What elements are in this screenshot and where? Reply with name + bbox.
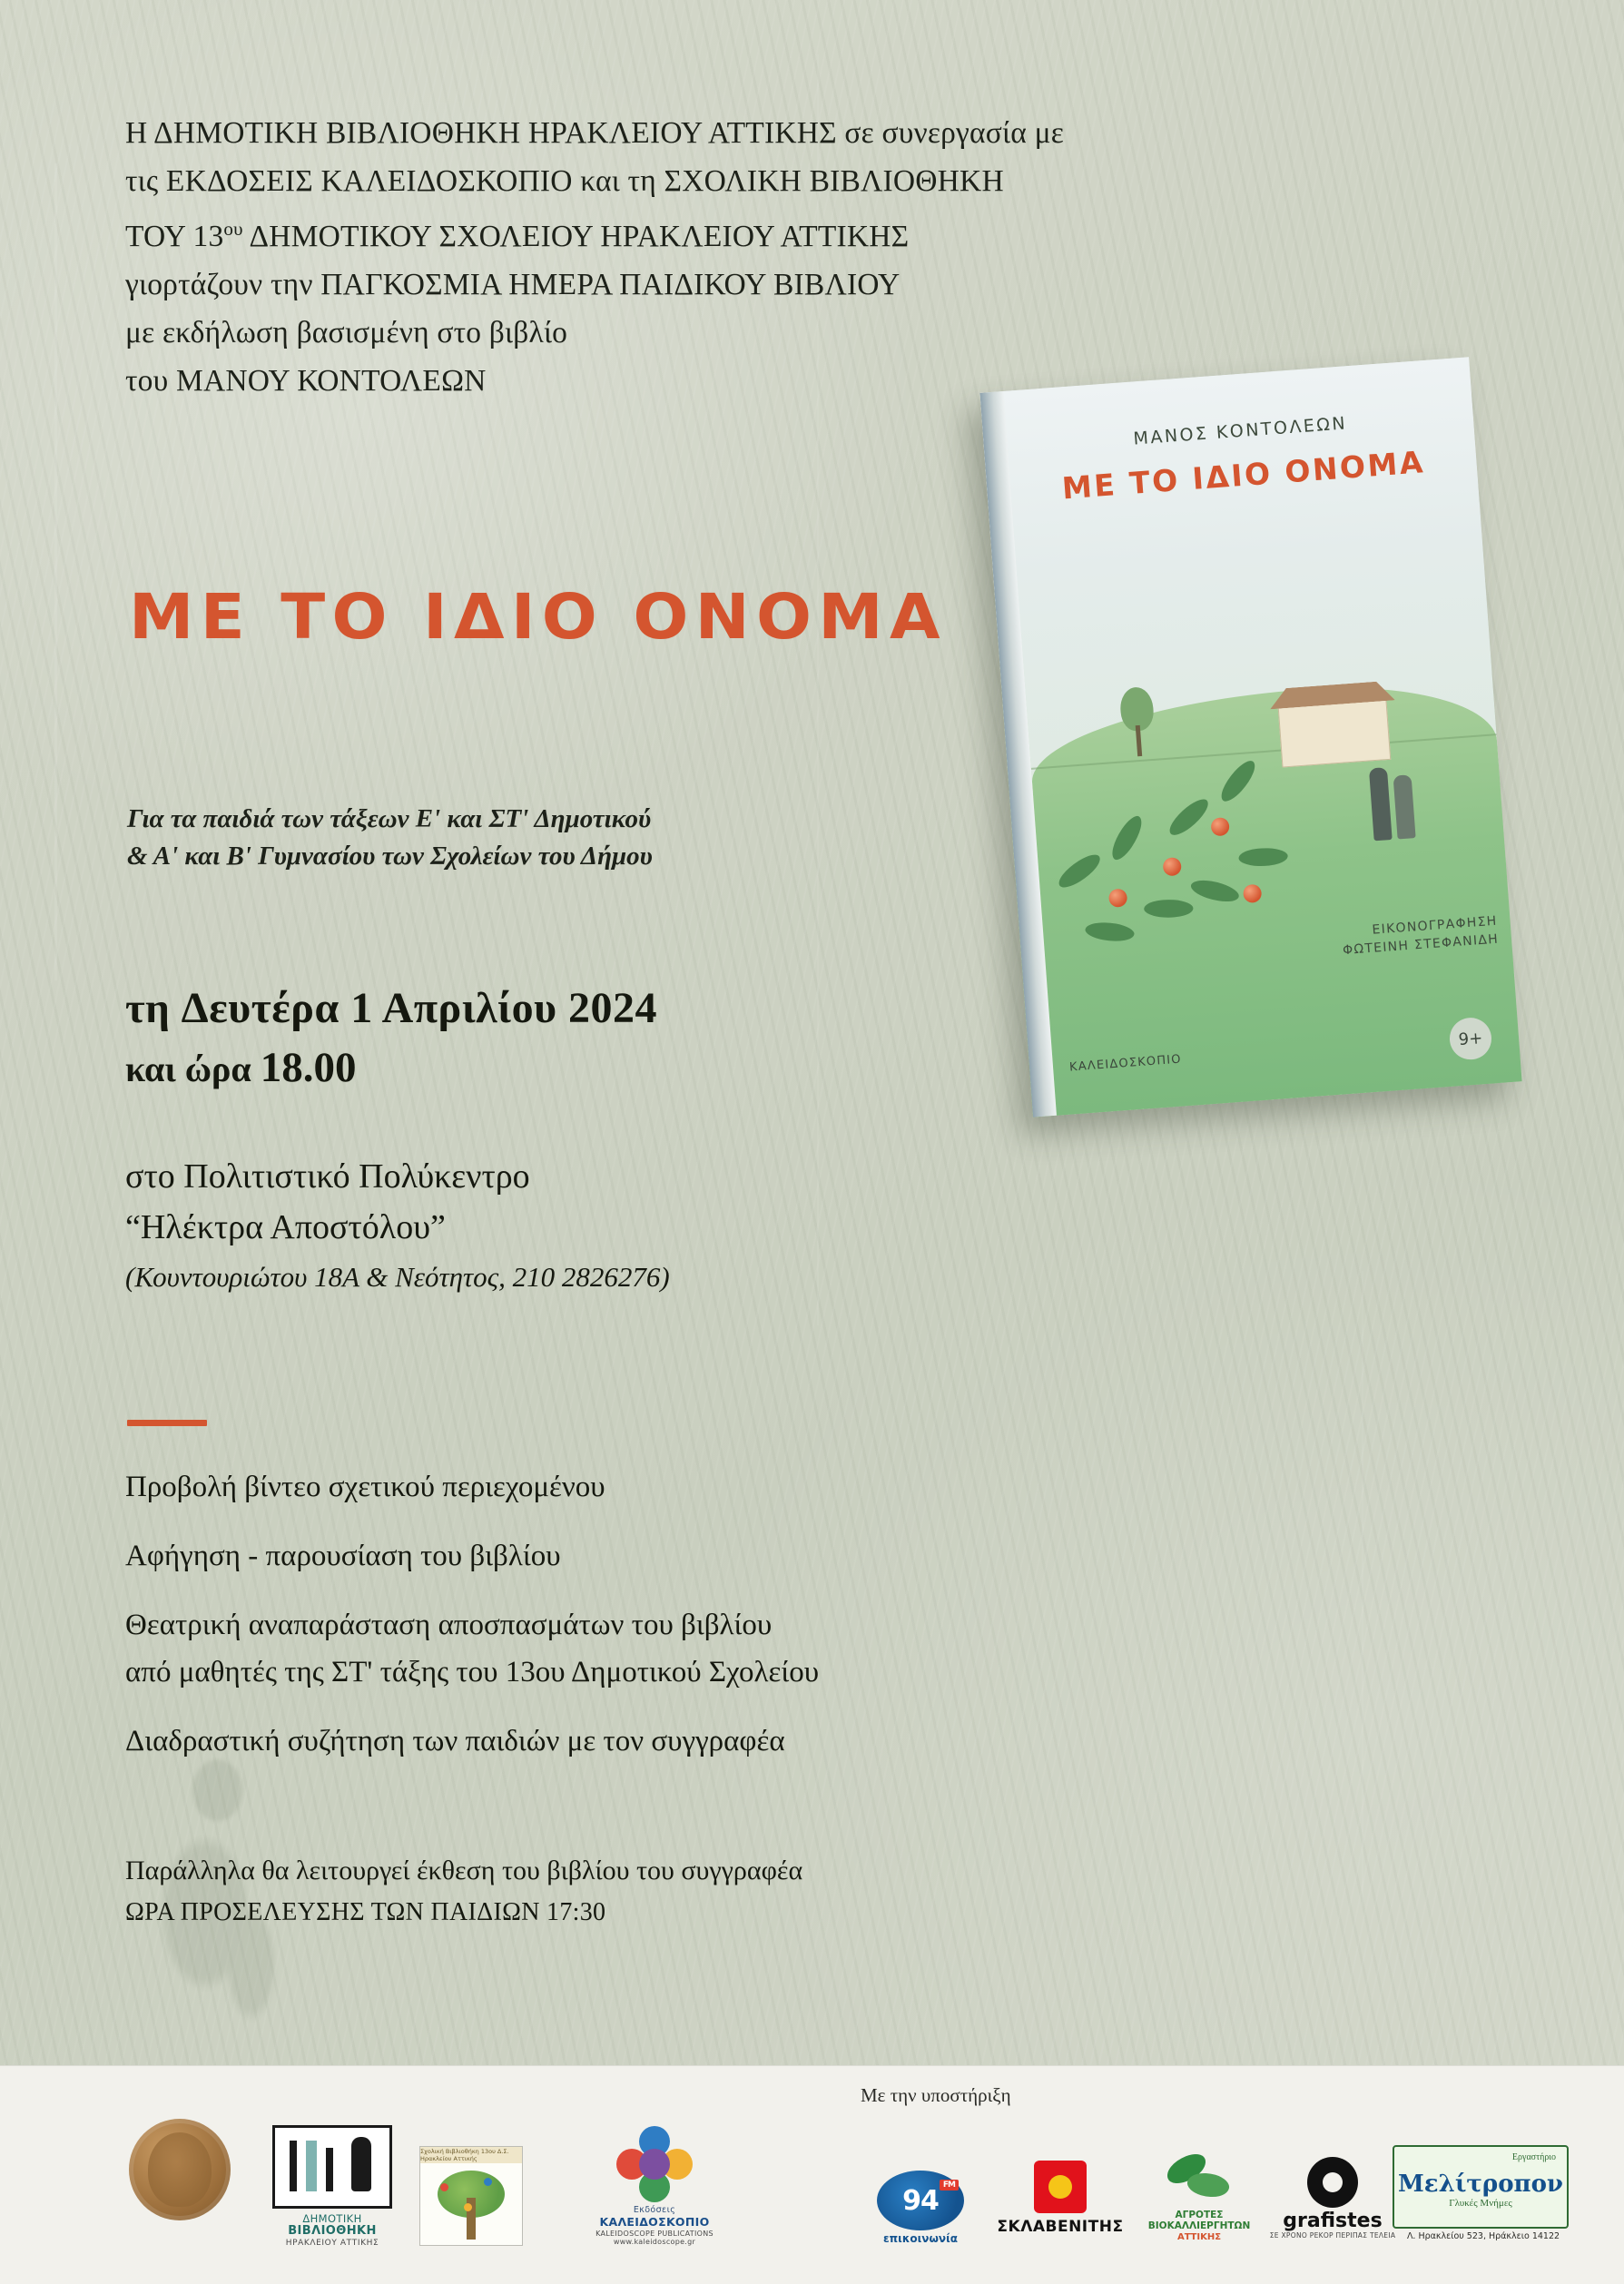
kaleidoscope-mark-icon <box>616 2126 693 2202</box>
program-item: Προβολή βίντεο σχετικού περιεχομένου <box>125 1471 605 1503</box>
organic-line-2: ΑΤΤΙΚΗΣ <box>1176 2231 1222 2242</box>
radio-fm-badge: FM <box>940 2180 959 2190</box>
cover-illustrator-name: ΦΩΤΕΙΝΗ ΣΤΕΦΑΝΙΔΗ <box>1342 931 1500 959</box>
radio-name: επικοινωνία <box>883 2232 958 2246</box>
logo-sklavenitis <box>991 2161 1129 2237</box>
cover-leaf <box>1238 847 1288 867</box>
coin-face-icon <box>148 2132 212 2207</box>
grafistes-sub: ΣΕ ΧΡΟΝΟ ΡΕΚΟΡ ΠΕΡΙΠΑΣ ΤΕΛΕΙΑ <box>1269 2231 1396 2240</box>
event-time: 18.00 <box>260 1044 357 1091</box>
cover-title: ΜΕ ΤΟ ΙΔΙΟ ΟΝΟΜΑ <box>1060 444 1427 507</box>
cover-tree-icon <box>1110 685 1165 762</box>
cover-leaf <box>1054 851 1105 892</box>
book-cover-inner <box>979 357 1521 1117</box>
venue-line-2: “Ηλέκτρα Αποστόλου” <box>125 1208 446 1246</box>
school-card-icon <box>419 2146 523 2246</box>
event-program <box>125 1463 819 1787</box>
logo-municipal-library <box>272 2125 392 2249</box>
program-item-line-1: Θεατρική αναπαράσταση αποσπασμάτων του βιβλίου <box>125 1609 773 1641</box>
cover-age-badge: 9+ <box>1448 1017 1492 1061</box>
organic-leaf-icon <box>1164 2150 1235 2206</box>
audience-line-1: Για τα παιδιά των τάξεων Ε' και ΣΤ' Δημοτικού <box>127 804 652 833</box>
cover-leaf <box>1106 812 1148 863</box>
cover-berry <box>1243 884 1262 903</box>
melitropon-name: Μελίτροπον <box>1398 2171 1563 2199</box>
school-caption: Σχολική Βιβλιοθήκη 13ου Δ.Σ. Ηρακλείου Αττικής <box>420 2147 522 2163</box>
logo-radio-94fm <box>864 2171 977 2246</box>
library-line-3: ΗΡΑΚΛΕΙΟΥ ΑΤΤΙΚΗΣ <box>285 2238 379 2248</box>
kaleidoscope-caption <box>577 2206 732 2246</box>
cover-author: ΜΑΝΟΣ ΚΟΝΤΟΛΕΩΝ <box>1132 413 1348 449</box>
logo-kaleidoscope <box>577 2126 732 2246</box>
cover-branch-illustration <box>1047 746 1354 1100</box>
intro-line-6: του ΜΑΝΟΥ ΚΟΝΤΟΛΕΩΝ <box>125 364 487 399</box>
program-item-line-2: από μαθητές της ΣΤ' τάξης του 13ου Δημοτικού Σχολείου <box>125 1656 820 1688</box>
kaleidoscope-website: www.kaleidoscope.gr <box>613 2237 696 2246</box>
melitropon-address: Λ. Ηρακλείου 523, Ηράκλειο 14122 <box>1406 2231 1560 2242</box>
logo-school-library <box>419 2146 528 2246</box>
melitropon-card-icon <box>1393 2145 1569 2229</box>
organic-line-1: ΑΓΡΟΤΕΣ ΒΙΟΚΑΛΛΙΕΡΓΗΤΩΝ <box>1147 2210 1251 2232</box>
library-caption <box>272 2213 392 2249</box>
logo-grafistes <box>1269 2157 1396 2240</box>
intro-line-2: τις ΕΚΔΟΣΕΙΣ ΚΑΛΕΙΔΟΣΚΟΠΙΟ και τη ΣΧΟΛΙΚΗ ΒΙΒΛΙΟΘΗΚΗ <box>125 164 1004 198</box>
logo-heracles-coin <box>129 2119 231 2220</box>
event-time-line: και ώρα 18.00 <box>125 1044 357 1091</box>
note-arrival-time: ΩΡΑ ΠΡΟΣΕΛΕΥΣΗΣ ΤΩΝ ΠΑΙΔΙΩΝ 17:30 <box>125 1898 606 1926</box>
logo-organic-farmers <box>1137 2150 1262 2242</box>
support-label: Με την υποστήριξη <box>861 2084 1011 2106</box>
page-title: ΜΕ ΤΟ ΙΔΙΟ ΟΝΟΜΑ <box>129 581 947 654</box>
radio-frequency: 94 <box>902 2184 939 2217</box>
note-exhibition: Παράλληλα θα λειτουργεί έκθεση του βιβλίου του συγγραφέα <box>125 1856 803 1885</box>
section-divider <box>127 1420 207 1426</box>
event-date: Δευτέρα 1 Απριλίου 2024 <box>181 984 657 1032</box>
cover-leaf <box>1189 875 1242 908</box>
cover-illustration-label: ΕΙΚΟΝΟΓΡΑΦΗΣΗ <box>1372 913 1499 938</box>
cover-figure-b <box>1393 774 1415 839</box>
intro-line-4: γιορτάζουν την ΠΑΓΚΟΣΜΙΑ ΗΜΕΡΑ ΠΑΙΔΙΚΟΥ ΒΙΒΛΙΟΥ <box>125 268 901 302</box>
venue-address: (Κουντουριώτου 18Α & Νεότητος, 210 2826276) <box>125 1261 670 1293</box>
cover-figure-a <box>1369 767 1393 841</box>
cover-figures-icon <box>1361 753 1431 842</box>
intro-line-5: με εκδήλωση βασισμένη στο βιβλίο <box>125 316 568 350</box>
event-datetime <box>125 979 657 1098</box>
cover-berry <box>1211 817 1230 836</box>
grafistes-name: grafistes <box>1283 2210 1383 2233</box>
cover-berry <box>1163 857 1182 876</box>
radio-mark-icon <box>877 2171 964 2230</box>
library-reader-icon <box>351 2137 371 2191</box>
library-mark-icon <box>272 2125 392 2209</box>
cover-publisher: ΚΑΛΕΙΔΟΣΚΟΠΙΟ <box>1068 1052 1183 1075</box>
ordinal-suffix: ου <box>223 218 243 240</box>
kaleidoscope-line-1: Εκδόσεις <box>633 2205 676 2216</box>
grafistes-mark-icon <box>1307 2157 1358 2208</box>
event-date-line: τη Δευτέρα 1 Απριλίου 2024 <box>125 984 657 1032</box>
kaleidoscope-line-2: ΚΑΛΕΙΔΟΣΚΟΠΙΟ <box>599 2215 710 2230</box>
event-notes <box>125 1850 802 1934</box>
book-cover-image <box>979 357 1521 1117</box>
library-line-2: ΒΙΒΛΙΟΘΗΚΗ <box>288 2223 377 2238</box>
intro-line-3: ΤΟΥ $13^{o\upsilon}$ ΔΗΜΟΤΙΚΟΥ ΣΧΟΛΕΙΟΥ ΗΡΑΚΛΕΙΟΥ ΑΤΤΙΚΗΣ <box>125 218 910 254</box>
sponsor-footer <box>0 2065 1624 2284</box>
cover-leaf <box>1164 795 1214 840</box>
library-line-1: ΔΗΜΟΤΙΚΗ <box>302 2211 362 2225</box>
sklavenitis-mark-icon <box>1034 2161 1087 2213</box>
melitropon-top: Εργαστήριο <box>1511 2152 1556 2163</box>
cover-berry <box>1108 888 1127 907</box>
audience-note <box>127 801 653 875</box>
melitropon-sub: Γλυκές Μνήμες <box>1449 2198 1512 2210</box>
sklavenitis-name: ΣΚΛΑΒΕΝΙΤΗΣ <box>997 2218 1124 2237</box>
audience-line-2: & Α' και Β' Γυμνασίου των Σχολείων του Δήμου <box>127 842 653 871</box>
intro-paragraph <box>125 109 1178 405</box>
cover-leaf <box>1144 898 1194 920</box>
cover-leaf <box>1216 757 1262 806</box>
intro-line-1: Η ΔΗΜΟΤΙΚΗ ΒΙΒΛΙΟΘΗΚΗ ΗΡΑΚΛΕΙΟΥ ΑΤΤΙΚΗΣ σε συνεργασία με <box>125 116 1065 150</box>
program-item: Διαδραστική συζήτηση των παιδιών με τον συγγραφέα <box>125 1725 785 1757</box>
venue-line-1: στο Πολιτιστικό Πολύκεντρο <box>125 1157 530 1196</box>
logo-melitropon <box>1393 2145 1574 2242</box>
program-item <box>125 1601 819 1696</box>
event-venue <box>125 1151 670 1302</box>
program-item: Αφήγηση - παρουσίαση του βιβλίου <box>125 1540 561 1572</box>
kaleidoscope-line-3: KALEIDOSCOPE PUBLICATIONS <box>595 2229 714 2238</box>
